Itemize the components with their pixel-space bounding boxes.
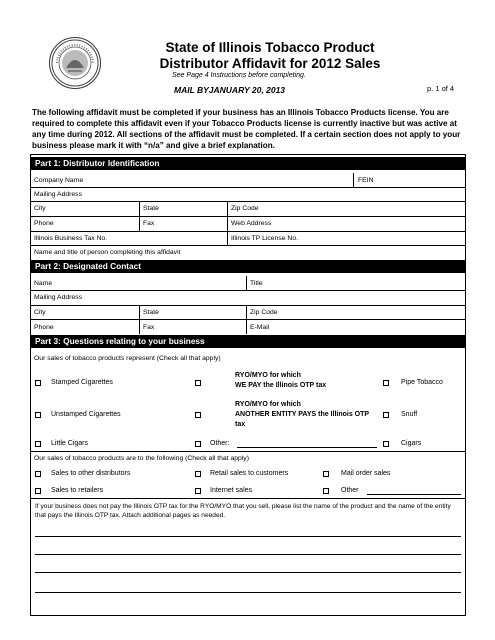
- pipe-tobacco-label: Pipe Tobacco: [401, 379, 443, 386]
- ryo-another-entity-label-line1: RYO/MYO for which: [235, 401, 301, 408]
- q2-text: Our sales of tobacco products are to the following (Check all that apply): [34, 455, 249, 462]
- internet-sales-label: Internet sales: [210, 487, 253, 494]
- instructions-note: See Page 4 Instructions before completing.: [172, 72, 306, 79]
- contact-fax-label: Fax: [143, 324, 155, 331]
- contact-phone-label: Phone: [34, 324, 54, 331]
- stamped-cigarettes-label: Stamped Cigarettes: [51, 379, 113, 386]
- state-seal-icon: [49, 37, 101, 89]
- sales-other-distributors-checkbox[interactable]: [35, 471, 41, 477]
- contact-state-label: State: [143, 309, 159, 316]
- q3-text: If your business does not pay the Illinois OTP tax for the RYO/MYO that you sell, please list the name of the product and the name of the entity that pays the Illinois OTP tax. Attach additional pages as needed.: [35, 503, 451, 519]
- mail-by-date: MAIL BYJANUARY 20, 2013: [174, 85, 286, 95]
- contact-zip-label: Zip Code: [250, 309, 278, 316]
- part2-header: Part 2: Designated Contact: [31, 260, 465, 273]
- completer-name-title-label: Name and title of person completing this affidavit: [34, 249, 181, 256]
- answer-line-4[interactable]: [35, 592, 461, 593]
- other-product-checkbox[interactable]: [195, 441, 201, 447]
- contact-mailing-address-label: Mailing Address: [34, 294, 82, 301]
- unstamped-cigarettes-label: Unstamped Cigarettes: [51, 411, 121, 418]
- snuff-label: Snuff: [401, 411, 418, 418]
- stamped-cigarettes-checkbox[interactable]: [35, 380, 41, 386]
- retail-sales-label: Retail sales to customers: [210, 470, 289, 477]
- unstamped-cigarettes-checkbox[interactable]: [35, 412, 41, 418]
- contact-email-label: E-Mail: [250, 324, 270, 331]
- zip-label: Zip Code: [231, 205, 259, 212]
- fein-label: FEIN: [358, 177, 374, 184]
- contact-name-label: Name: [34, 280, 53, 287]
- sales-other-distributors-label: Sales to other distributors: [51, 470, 131, 477]
- part3-header: Part 3: Questions relating to your business: [31, 335, 465, 348]
- mail-order-checkbox[interactable]: [323, 471, 329, 477]
- tp-license-no-label: Illinois TP License No.: [231, 235, 298, 242]
- ryo-we-pay-checkbox[interactable]: [195, 380, 201, 386]
- sales-to-retailers-label: Sales to retailers: [51, 487, 104, 494]
- ryo-another-entity-checkbox[interactable]: [195, 412, 201, 418]
- retail-sales-checkbox[interactable]: [195, 471, 201, 477]
- ryo-we-pay-label-line1: RYO/MYO for which: [235, 372, 301, 379]
- intro-text: The following affidavit must be completed if your business has an Illinois Tobacco Products license. You are required to complete this affidavit even if your Tobacco Products license is currently inactive but was active at any time during 2012. All sections of the affidavit must be completed. If a certain section does not apply to your business please mark it with “n/a” and give a brief explanation.: [32, 108, 461, 150]
- web-address-label: Web Address: [231, 220, 272, 227]
- little-cigars-label: Little Cigars: [51, 440, 88, 447]
- company-name-label: Company Name: [34, 177, 84, 184]
- q1-text: Our sales of tobacco products represent (Check all that apply): [34, 355, 221, 362]
- phone-label: Phone: [34, 220, 54, 227]
- mail-order-label: Mail order sales: [341, 470, 391, 477]
- other-sales-label: Other: [341, 487, 359, 494]
- cigars-checkbox[interactable]: [383, 441, 389, 447]
- affidavit-form: [30, 154, 466, 616]
- other-sales-input-line[interactable]: [367, 494, 461, 495]
- fax-label: Fax: [143, 220, 155, 227]
- part1-header: Part 1: Distributor Identification: [31, 157, 465, 170]
- form-title-line1: State of Illinois Tobacco Product: [165, 40, 375, 55]
- cigars-label: Cigars: [401, 440, 422, 447]
- sales-to-retailers-checkbox[interactable]: [35, 488, 41, 494]
- city-label: City: [34, 205, 46, 212]
- state-label: State: [143, 205, 159, 212]
- other-sales-checkbox[interactable]: [323, 488, 329, 494]
- pipe-tobacco-checkbox[interactable]: [383, 380, 389, 386]
- business-tax-no-label: Illinois Business Tax No.: [34, 235, 108, 242]
- ryo-another-entity-label-line2: ANOTHER ENTITY PAYS the Illinois OTP: [235, 411, 370, 418]
- other-product-input-line[interactable]: [237, 447, 377, 448]
- page-indicator: p. 1 of 4: [427, 84, 455, 93]
- ryo-we-pay-label-line2: WE PAY the Illinois OTP tax: [235, 382, 327, 389]
- other-product-label: Other:: [210, 440, 230, 447]
- ryo-another-entity-label-line3: tax: [235, 421, 246, 428]
- contact-title-label: Title: [250, 280, 263, 287]
- little-cigars-checkbox[interactable]: [35, 441, 41, 447]
- contact-city-label: City: [34, 309, 46, 316]
- snuff-checkbox[interactable]: [383, 412, 389, 418]
- answer-line-1[interactable]: [35, 536, 461, 537]
- form-title-line2: Distributor Affidavit for 2012 Sales: [159, 56, 381, 71]
- answer-line-3[interactable]: [35, 572, 461, 573]
- mailing-address-label: Mailing Address: [34, 191, 82, 198]
- internet-sales-checkbox[interactable]: [195, 488, 201, 494]
- answer-line-2[interactable]: [35, 554, 461, 555]
